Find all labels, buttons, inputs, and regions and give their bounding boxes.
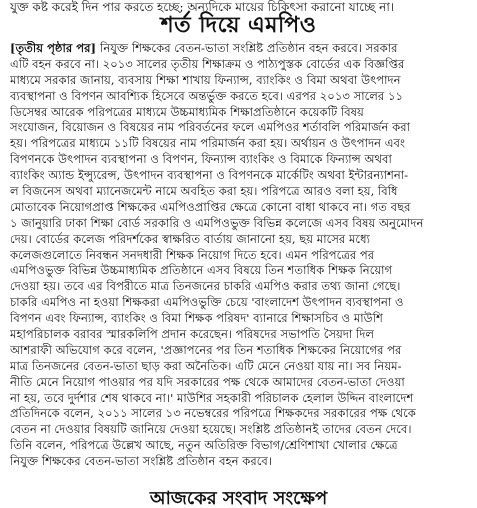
article-line: ১ জানুয়ারি ঢাকা শিক্ষা বোর্ড সরকারি ও এমপিওভুক্ত বিভিন্ন কলেজে এসব বিষয় অনুমোদন (10, 215, 424, 230)
article-body (10, 41, 467, 487)
article-line: এমপিওভুক্ত বিভিন্ন উচ্চমাধ্যমিক প্রতিষ্ঠানে এসব বিষয়ে তিন শতাধিক শিক্ষক নিয়োগ (10, 263, 393, 278)
article-line: বেতন না দেওয়ার বিষয়টি জানিয়ে দেওয়া হয়েছে। সংশ্লিষ্ট প্রতিষ্ঠানই তাদের বেতন দেবে। (10, 422, 412, 437)
article-line: বিপণন এবং ফিন্যান্স, ব্যাংকিং ও বিমা শিক্ষক পরিষদ' ব্যানারে শিক্ষাসচিব ও মাউশি (10, 311, 383, 326)
previous-article-fragment: যুক্ত কষ্ট করেই দিন পার করতে হচ্ছে; অন্যদিকে মায়ের চিকিৎসা করানো যাচ্ছে না। (10, 0, 395, 14)
first-line-text: নিযুক্ত শিক্ষকের বেতন-ভাতা সংশ্লিষ্ট প্রতিষ্ঠান বহন করবে। সরকার (100, 41, 398, 55)
article-line: ল বিজনেস অথবা ম্যানেজমেন্ট নামে অবহিত করা হয়। পরিপত্রে আরও বলা হয়, বিধি (10, 184, 398, 199)
article-first-line (10, 41, 467, 57)
article-line: কলেজগুলোতে নিবন্ধন সনদধারী শিক্ষক নিয়োগ দিতে হবে। এমন পরিপত্রের পর (10, 247, 375, 262)
article-line: দেয়। বোর্ডের কলেজ পরিদর্শকের স্বাক্ষরিত বার্তায় জানানো হয়, ছয় মাসের মধ্যে (10, 231, 370, 246)
article-line: ব্যবস্থাপনা ও বিপণন আবশ্যিক হিসেবে অন্তর্ভুক্ত করতে হবে। এরপর ২০১৩ সালের ১১ (10, 88, 404, 103)
article-line: বিপণনকে উৎপাদন ব্যবস্থাপনা ও বিপণন, ফিন্যান্স ব্যাংকিং ও বিমাকে ফিন্যান্স অথবা (10, 152, 392, 167)
article-line: হয়। পরিপত্রের মাধ্যমে ১১টি বিষয়ের নাম পরিমার্জন করা হয়। অর্থায়ন ও উৎপাদন এবং (10, 136, 405, 151)
article-line: প্রতিদিনকে বলেন, ২০১১ সালের ১৩ নভেম্বরের পরিপত্রে শিক্ষকদের সরকারের পক্ষ থেকে (10, 406, 416, 421)
article-line: দেওয়া হয়। তবে এর বিপরীতে মাত্র তিনজনের চাকরি এমপিও করার তথ্য জানা গেছে। (10, 279, 401, 294)
article-line: ডিসেম্বর আরেক পরিপত্রের মাধ্যমে উচ্চমাধ্যমিক শিক্ষাপ্রতিষ্ঠানে কয়েকটি বিষয় (10, 104, 364, 119)
article-line: এটি বহন করবে না। ২০১৩ সালের তৃতীয় শিক্ষাক্রম ও পাঠ্যপুস্তক বোর্ডের এক বিজ্ঞপ্তির (10, 56, 405, 71)
article-line: নীতি মেনে নিয়োগ পাওয়ার পর যদি সরকারের পক্ষ থেকে আমাদের বেতন-ভাতা দেওয়া (10, 374, 405, 389)
article-line: আশরাফী অভিযোগ করে বলেন, 'প্রজ্ঞাপনের পর তিন শতাধিক শিক্ষকের নিয়োগের পর (10, 342, 402, 357)
article-line: না হয়, তবে দুর্দশার শেষ থাকবে না।' মাউশির সহকারী পরিচালক হেলাল উদ্দিন বাংলাদেশ (10, 390, 414, 405)
article-line: মহাপরিচালক বরাবর স্মারকলিপি প্রদান করেছেন। পরিষদের সভাপতি সৈয়দা দিল (10, 327, 375, 342)
article-line: মাধ্যমে সরকার জানায়, ব্যবসায় শিক্ষা শাখায় ফিন্যান্স, ব্যাংকিং ও বিমা অথবা উৎপাদন (10, 72, 401, 87)
article-line: মোতাবেক নিয়োগপ্রাপ্ত শিক্ষকের এমপিওপ্রাপ্তির ক্ষেত্রে কোনো বাধা থাকবে না। গত বছর (10, 199, 411, 214)
article-headline: শর্ত দিয়ে এমপিও (160, 13, 317, 38)
article-line: সংযোজন, বিয়োজন ও বিষয়ের নাম পরিবর্তনের ফলে এমপিওর শর্তাবলি পরিমার্জন করা (10, 120, 411, 135)
article-line: তিনি বলেন, পরিপত্রে উল্লেখ আছে, নতুন অতিরিক্ত বিভাগ/শ্রেণিশাখা খোলার ক্ষেত্রে (10, 438, 398, 453)
article-line: মাত্র তিনজনের বেতন-ভাতা ছাড় করা অনৈতিক। এটি মেনে নেওয়া যায় না। সব নিয়ম- (10, 358, 402, 373)
article-line: নিযুক্ত শিক্ষকের বেতন-ভাতা সংশ্লিষ্ট প্রতিষ্ঠান বহন করবে। (10, 454, 272, 469)
article-line: ব্যাংকিং অ্যান্ড ইন্স্যুরেন্স, উৎপাদন ব্যবস্থাপনা ও বিপণনকে মার্কেটিং অথবা ইন্টারন্যাশনা- (10, 168, 409, 183)
continuation-label: [তৃতীয় পৃষ্ঠার পর] (10, 41, 96, 55)
next-headline-fragment: আজকের সংবাদ সংক্ষেপ (149, 490, 328, 508)
article-line: চাকরি এমপিও না হওয়া শিক্ষকরা এমপিওভুক্তি চেয়ে 'বাংলাদেশ উৎপাদন ব্যবস্থাপনা ও (10, 295, 404, 310)
